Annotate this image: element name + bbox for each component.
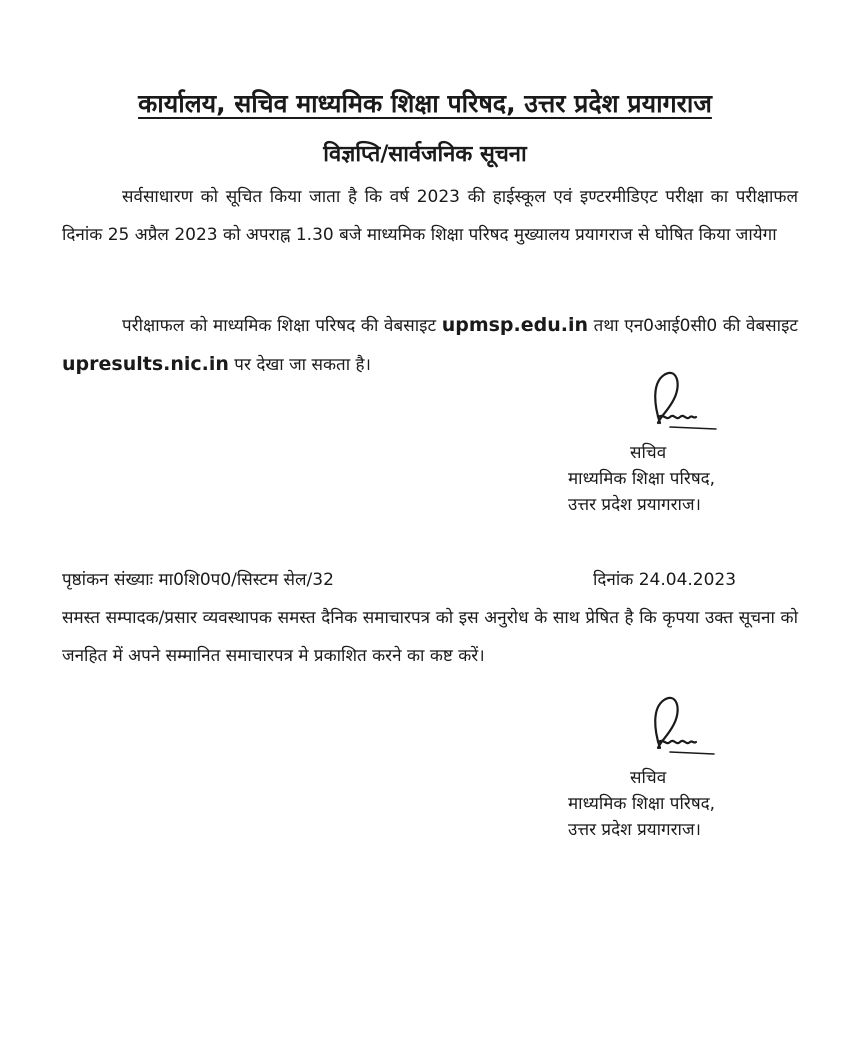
- signatory-2-line2: उत्तर प्रदेश प्रयागराज।: [568, 820, 702, 840]
- office-heading-text: कार्यालय, सचिव माध्यमिक शिक्षा परिषद, उत्तर प्रदेश प्रयागराज: [138, 89, 712, 118]
- signatory-1-line2: उत्तर प्रदेश प्रयागराज।: [568, 495, 702, 515]
- website-link-upmsp[interactable]: upmsp.edu.in: [441, 314, 589, 336]
- endorsement-paragraph: समस्त सम्पादक/प्रसार व्यवस्थापक समस्त दैनिक समाचारपत्र को इस अनुरोध के साथ प्रेषित है कि कृपया उक्त सूचना को जनहित में अपने सम्मानित समाचारपत्र मे प्रकाशित करने का कष्ट करें।: [62, 608, 798, 666]
- signature-1: [640, 365, 720, 435]
- notice-subject: विज्ञप्ति/सार्वजनिक सूचना: [323, 142, 527, 167]
- signatory-1-title: सचिव: [630, 443, 667, 463]
- website-paragraph-text-1: परीक्षाफल को माध्यमिक शिक्षा परिषद की वेबसाइट: [122, 316, 442, 336]
- signatory-2-block: [568, 765, 715, 843]
- website-link-upresults[interactable]: upresults.nic.in: [62, 353, 229, 375]
- office-heading: [0, 86, 850, 120]
- endorsement-date: दिनांक 24.04.2023: [593, 570, 737, 590]
- website-paragraph-text-2: तथा एन0आई0सी0 की वेबसाइट: [588, 316, 798, 336]
- signatory-1-block: [568, 440, 715, 518]
- signatory-2-title: सचिव: [630, 768, 667, 788]
- signature-2: [640, 690, 720, 760]
- announcement-paragraph: सर्वसाधारण को सूचित किया जाता है कि वर्ष 2023 की हाईस्कूल एवं इण्टरमीडिएट परीक्षा का परीक्षाफल दिनांक 25 अप्रैल 2023 को अपराह्न 1.30 बजे माध्यमिक शिक्षा परिषद मुख्यालय प्रयागराज से घोषित किया जायेगा: [62, 187, 798, 245]
- website-paragraph-text-3: पर देखा जा सकता है।: [228, 355, 371, 375]
- signatory-1-line1: माध्यमिक शिक्षा परिषद,: [568, 469, 716, 489]
- endorsement-reference: पृष्ठांकन संख्याः मा0शि0प0/सिस्टम सेल/32: [62, 570, 334, 590]
- signatory-2-line1: माध्यमिक शिक्षा परिषद,: [568, 794, 716, 814]
